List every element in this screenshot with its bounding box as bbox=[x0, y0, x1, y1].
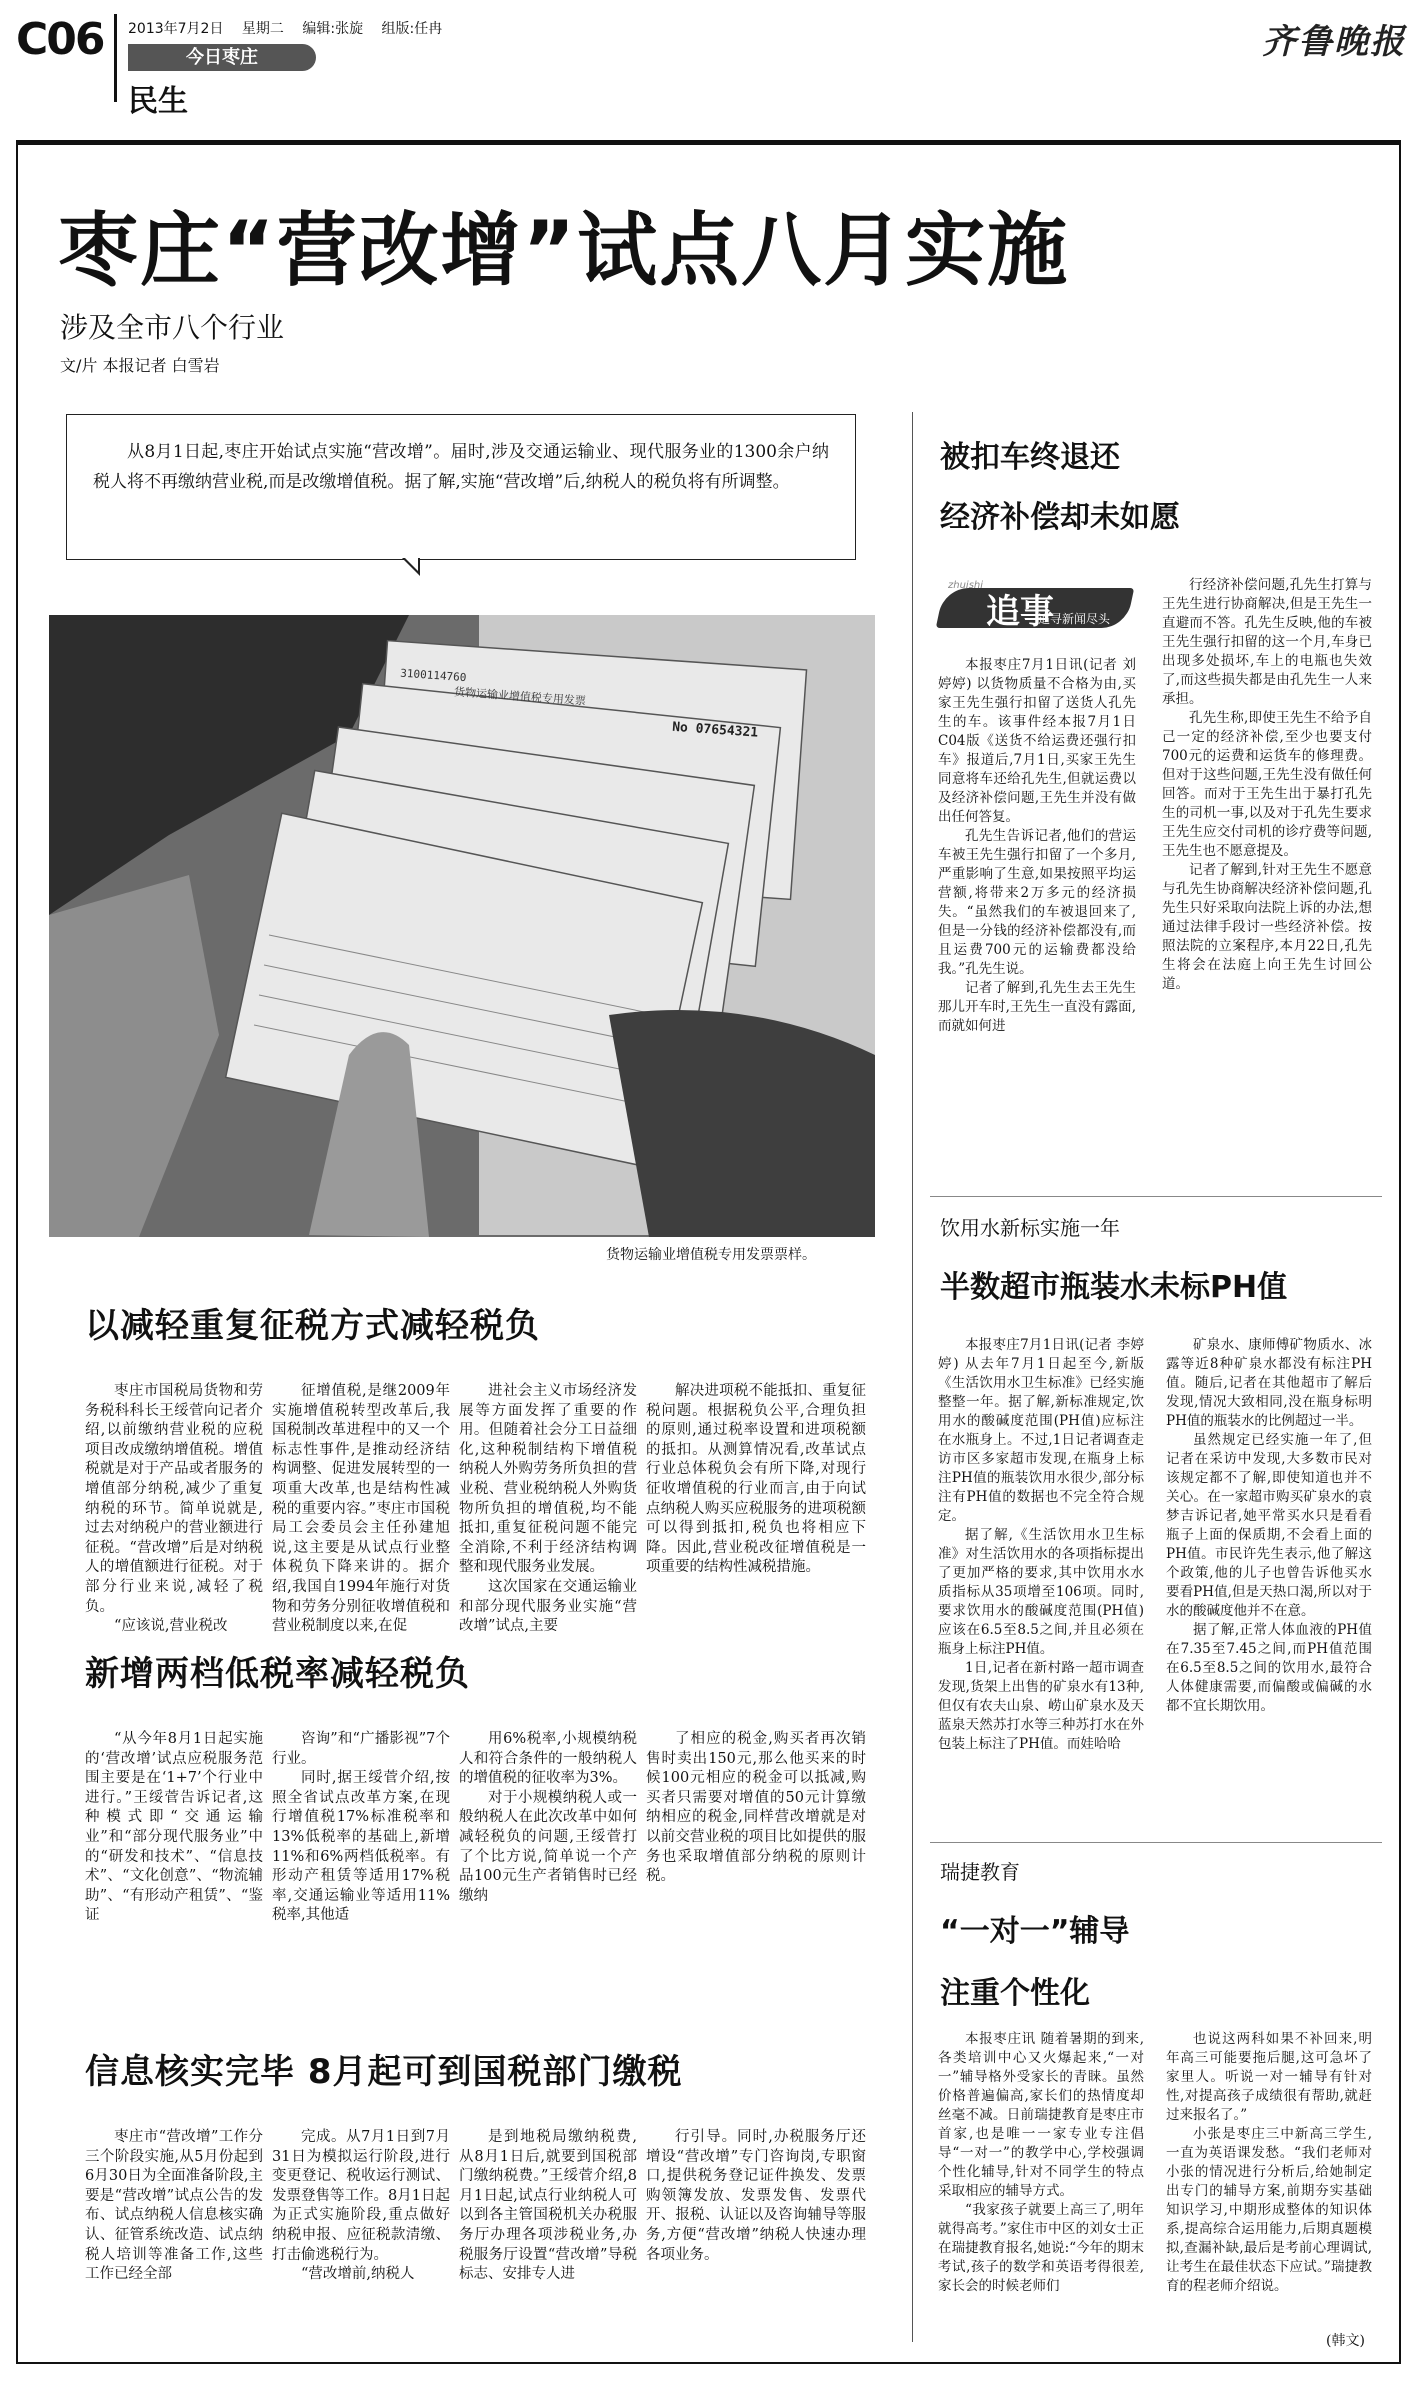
section1-col-2 bbox=[272, 1382, 450, 1635]
paragraph: 是到地税局缴纳税费,从8月1日后,就要到国税部门缴纳税费。”王绥菅介绍,8月1日起,试点行业纳税人可以到各主管国税机关办税服务厅办理各项涉税业务,办税服务厅设置“营改增”导税标志、安排专人进 bbox=[459, 2129, 637, 2283]
section1-col-3 bbox=[459, 1382, 637, 1635]
paragraph: 矿泉水、康师傅矿物质水、冰露等近8种矿泉水都没有标注PH值。随后,记者在其他超市了解后发现,情况大致相同,没在瓶身标明PH值的瓶装水的比例超过一半。 bbox=[1166, 1337, 1372, 1429]
paragraph: 本报枣庄7月1日讯(记者 李婷婷) 从去年7月1日起至今,新版《生活饮用水卫生标准》已经实施整整一年。据了解,新标准规定,饮用水的酸碱度范围(PH值)应标注在水瓶身上。不过,1日记者调查走访市区多家超市发现,在瓶身上标注PH值的瓶装饮用水很少,部分标注有PH值的数据也不完全符合规定。 bbox=[938, 1337, 1144, 1524]
paragraph: 记者了解到,针对王先生不愿意与孔先生协商解决经济补偿问题,孔先生只好采取向法院上诉的办法,想通过法律手段讨一些经济补偿。按照法院的立案程序,本月22日,孔先生将会在法庭上向王先生讨回公道。 bbox=[1162, 862, 1372, 992]
paragraph: 本报枣庄7月1日讯(记者 刘婷婷) 以货物质量不合格为由,买家王先生强行扣留了送货人孔先生的车。该事件经本报7月1日C04版《送货不给运费还强行扣车》报道后,7月1日,买家王先生同意将车还给孔先生,但就运费以及经济补偿问题,王先生并没有做出任何答复。 bbox=[938, 657, 1136, 825]
invoice-title: 货物运输业增值税专用发票 bbox=[453, 685, 587, 708]
editor: 编辑:张旋 bbox=[302, 21, 364, 37]
invoice-photo bbox=[49, 615, 875, 1237]
column-divider bbox=[912, 412, 913, 2342]
paragraph: 虽然规定已经实施一年了,但记者在采访中发现,大多数市民对该规定都不了解,即使知道也并不关心。在一家超市购买矿泉水的袁梦吉诉记者,她平常买水只是看看瓶子上面的保质期,不会看上面的PH值。市民许先生表示,他了解这个政策,他的儿子也曾告诉他买水要看PH值,但是天热口渴,所以对于水的酸碱度他并不在意。 bbox=[1166, 1432, 1372, 1619]
page-number: C06 bbox=[16, 14, 104, 65]
badge-main: 追事 bbox=[986, 592, 1054, 632]
story2-col-1 bbox=[938, 1336, 1144, 1832]
paragraph: “应该说,营业税改 bbox=[114, 1618, 228, 1635]
issue-date: 2013年7月2日 bbox=[128, 21, 224, 37]
paragraph: 也说这两科如果不补回来,明年高三可能要拖后腿,这可急坏了家里人。听说一对一辅导有针对性,对提高孩子成绩很有帮助,就赶过来报名了。” bbox=[1166, 2031, 1372, 2123]
main-subhead: 涉及全市八个行业 bbox=[60, 311, 285, 344]
section3-col-4 bbox=[646, 2128, 866, 2328]
paragraph: 征增值税,是继2009年实施增值税转型改革后,我国税制改革进程中的又一个标志性事件,是推动经济结构调整、促进发展转型的一项重大改革,也是结构性减税的重要内容。”枣庄市国税局工会委员会主任孙建旭说,这主要是从试点行业整体税负下降来讲的。据介绍,我国自1994年施行对货物和劳务分别征收增值税和营业税制度以来,在促 bbox=[272, 1383, 450, 1635]
section1-col-1 bbox=[85, 1382, 263, 1635]
paragraph: 这次国家在交通运输业和部分现代服务业实施“营改增”试点,主要 bbox=[459, 1578, 637, 1635]
section-name: 民生 bbox=[128, 84, 188, 119]
paragraph: 了相应的税金,购买者再次销售时卖出150元,那么他买来的时候100元相应的税金可以抵减,购买者只需要对增值的50元计算缴纳相应的税金,同样营改增就是对以前交营业税的项目比如提供的服务也采取增值部分纳税的原则计税。 bbox=[646, 1731, 866, 1885]
paragraph: 据了解,《生活饮用水卫生标准》对生活饮用水的各项指标提出了更加严格的要求,其中饮用水水质指标从35项增至106项。同时,要求饮用水的酸碱度范围(PH值)应该在6.5至8.5之间,并且必须在瓶身上标注PH值。 bbox=[938, 1527, 1144, 1657]
story3-title-line1: “一对一”辅导 bbox=[940, 1914, 1130, 1949]
section2-col-2 bbox=[272, 1730, 450, 1930]
paragraph: “营改增前,纳税人 bbox=[301, 2266, 415, 2283]
paragraph: 完成。从7月1日到7月31日为模拟运行阶段,进行变更登记、税收运行测试、发票登售等工作。8月1日起为正式实施阶段,重点做好纳税申报、应征税款清缴、打击偷逃税行为。 bbox=[272, 2129, 450, 2263]
section2-title: 新增两档低税率减轻税负 bbox=[85, 1654, 470, 1694]
paragraph: 同时,据王绥菅介绍,按照全省试点改革方案,在现行增值税17%标准税率和13%低税率的基础上,新增11%和6%两档低税率。有形动产租赁等适用17%税率,交通运输业等适用11%税率,其他适 bbox=[272, 1770, 450, 1924]
section3-col-3 bbox=[459, 2128, 637, 2328]
story1-title-line1: 被扣车终退还 bbox=[940, 440, 1120, 475]
paragraph: 枣庄市“营改增”工作分三个阶段实施,从5月份起到6月30日为全面准备阶段,主要是“营改增”试点公告的发布、试点纳税人信息核实确认、征管系统改造、试点纳税人培训等准备工作,这些工作已经全部 bbox=[85, 2129, 263, 2283]
badge-subtitle: 追寻新闻尽头 bbox=[1038, 612, 1111, 626]
invoice-photo-illustration bbox=[49, 615, 875, 1237]
story3-col-2 bbox=[1166, 2030, 1372, 2330]
lead-box bbox=[66, 414, 856, 560]
section1-title: 以减轻重复征税方式减轻税负 bbox=[85, 1306, 540, 1346]
paragraph: “我家孩子就要上高三了,明年就得高考。”家住市中区的刘女士正在瑞捷教育报名,她说:“今年的期末考试,孩子的数学和英语考得很差,家长会的时候老师们 bbox=[938, 2202, 1144, 2294]
invoice-code: 3100114760 bbox=[399, 666, 467, 685]
section3-col-2 bbox=[272, 2128, 450, 2328]
story1-bottom-rule bbox=[930, 1196, 1382, 1197]
paragraph: 孔先生告诉记者,他们的营运车被王先生强行扣留了一个多月,严重影响了生意,如果按照平均运营额,将带来2万多元的经济损失。“虽然我们的车被退回来了,但是一分钱的经济补偿都没有,而且运费700元的运输费都没给我。”孔先生说。 bbox=[938, 828, 1136, 977]
section2-col-4 bbox=[646, 1730, 866, 1930]
story1-col-2 bbox=[1162, 576, 1372, 1186]
paragraph: 行引导。同时,办税服务厅还增设“营改增”专门咨询岗,专职窗口,提供税务登记证件换发、发票购领簿发放、发票发售、发票代开、报税、认证以及咨询辅导等服务,方便“营改增”纳税人快速办理各项业务。 bbox=[646, 2129, 866, 2263]
lead-box-pointer-fill bbox=[404, 557, 418, 571]
story2-col-2 bbox=[1166, 1336, 1372, 1832]
story1-badge bbox=[940, 580, 1136, 636]
section1-col-4 bbox=[646, 1382, 866, 1622]
section3-title: 信息核实完毕 8月起可到国税部门缴税 bbox=[85, 2052, 683, 2092]
main-headline: 枣庄“营改增”试点八月实施 bbox=[58, 204, 1070, 297]
paragraph: 进社会主义市场经济发展等方面发挥了重要的作用。但随着社会分工日益细化,这种税制结构下增值税纳税人外购劳务所负担的营业税、营业税纳税人外购货物所负担的增值税,均不能抵扣,重复征税问题不能完全消除,不利于经济结构调整和现代服务业发展。 bbox=[459, 1383, 637, 1576]
photo-caption: 货物运输业增值税专用发票票样。 bbox=[606, 1247, 816, 1263]
paragraph: 据了解,正常人体血液的PH值在7.35至7.45之间,而PH值范围在6.5至8.5之间的饮用水,最符合人体健康需要,而偏酸或偏碱的水都不宜长期饮用。 bbox=[1166, 1622, 1372, 1714]
paragraph: 枣庄市国税局货物和劳务税科科长王绥菅向记者介绍,以前缴纳营业税的应税项目改成缴纳增值税。增值税就是对于产品或者服务的增值部分纳税,减少了重复纳税的环节。简单说就是,过去对纳税户的营业额进行征税。“营改增”后是对纳税人的增值额进行征税。对于部分行业来说,减轻了税负。 bbox=[85, 1383, 263, 1615]
story3-kicker: 瑞捷教育 bbox=[940, 1860, 1020, 1884]
paragraph: “从今年8月1日起实施的‘营改增’试点应税服务范围主要是在‘1+7’个行业中进行。”王绥菅告诉记者,这种模式即“交通运输业”和“部分现代服务业”中的“研发和技术”、“信息技术”、“文化创意”、“物流辅助”、“有形动产租赁”、“鉴证 bbox=[85, 1731, 263, 1924]
section2-col-3 bbox=[459, 1730, 637, 1930]
story3-col-1 bbox=[938, 2030, 1144, 2348]
section-tag: 今日枣庄 bbox=[128, 44, 316, 71]
story1-col-1 bbox=[938, 656, 1136, 1186]
story1-title-line2: 经济补偿却未如愿 bbox=[940, 500, 1180, 535]
story2-title: 半数超市瓶装水未标PH值 bbox=[940, 1270, 1288, 1305]
paragraph: 孔先生称,即使王先生不给予自己一定的经济补偿,至少也要支付700元的运费和运货车的修理费。但对于这些问题,王先生没有做任何回答。而对于王先生出于暴打孔先生的司机一事,以及对于孔先生要求王先生应交付司机的诊疗费等问题,王先生也不愿意提及。 bbox=[1162, 710, 1372, 859]
designer: 组版:任冉 bbox=[381, 21, 443, 37]
story3-author: (韩文) bbox=[1326, 2333, 1365, 2349]
issue-weekday: 星期二 bbox=[241, 21, 284, 37]
story3-title-line2: 注重个性化 bbox=[940, 1976, 1090, 2011]
paragraph: 解决进项税不能抵扣、重复征税问题。根据税负公平,合理负担的原则,通过税率设置和进项税额的抵扣。从测算情况看,改革试点行业总体税负会有所下降,对现行征收增值税的行业而言,由于向试点纳税人购买应税服务的进项税额可以得到抵扣,税负也将相应下降。因此,营业税改征增值税是一项重要的结构性减税措施。 bbox=[646, 1383, 866, 1576]
section3-col-1 bbox=[85, 2128, 263, 2328]
section2-col-1 bbox=[85, 1730, 263, 1930]
badge-pinyin: zhuishi bbox=[948, 580, 984, 591]
paragraph: 行经济补偿问题,孔先生打算与王先生进行协商解决,但是王先生一直避而不答。孔先生反映,他的车被王先生强行扣留的这一个月,车身已出现多处损坏,车上的电瓶也失效了,而这些损失都是由孔先生一人来承担。 bbox=[1162, 577, 1372, 707]
paper-logo: 齐鲁晚报 bbox=[1262, 22, 1406, 62]
lead-text: 从8月1日起,枣庄开始试点实施“营改增”。届时,涉及交通运输业、现代服务业的1300余户纳税人将不再缴纳营业税,而是改缴增值税。据了解,实施“营改增”后,纳税人的税负将有所调整。 bbox=[93, 442, 829, 492]
paragraph: 1日,记者在新村路一超市调查发现,货架上出售的矿泉水有13种,但仅有农夫山泉、崂山矿泉水及天蓝泉天然苏打水等三种苏打水在外包装上标注了PH值。而娃哈哈 bbox=[938, 1660, 1144, 1752]
story2-kicker: 饮用水新标实施一年 bbox=[940, 1216, 1120, 1240]
paragraph: 小张是枣庄三中新高三学生,一直为英语课发愁。“我们老师对小张的情况进行分析后,给她制定出专门的辅导方案,前期夯实基础知识学习,中期形成整体的知识体系,提高综合运用能力,后期真题模拟,查漏补缺,最后是考前心理调试,让考生在最佳状态下应试。”瑞捷教育的程老师介绍说。 bbox=[1166, 2126, 1372, 2294]
masthead-meta bbox=[128, 18, 442, 38]
main-byline: 文/片 本报记者 白雪岩 bbox=[60, 356, 220, 375]
paragraph: 记者了解到,孔先生去王先生那儿开车时,王先生一直没有露面,而就如何进 bbox=[938, 980, 1136, 1034]
masthead-divider bbox=[114, 14, 117, 102]
paragraph: 咨询”和“广播影视”7个行业。 bbox=[272, 1731, 450, 1767]
paragraph: 本报枣庄讯 随着暑期的到来,各类培训中心又火爆起来,“一对一”辅导格外受家长的青睐。虽然价格普遍偏高,家长们的热情度却丝毫不减。日前瑞捷教育是枣庄市首家,也是唯一一家专业专注倡导“一对一”的教学中心,学校强调个性化辅导,针对不同学生的特点采取相应的辅导方式。 bbox=[938, 2031, 1144, 2199]
story2-bottom-rule bbox=[930, 1842, 1382, 1843]
paragraph: 用6%税率,小规模纳税人和符合条件的一般纳税人的增值税的征收率为3%。 bbox=[459, 1731, 637, 1787]
paragraph: 对于小规模纳税人或一般纳税人在此次改革中如何减轻税负的问题,王绥菅打了个比方说,简单说一个产品100元生产者销售时已经缴纳 bbox=[459, 1789, 637, 1904]
invoice-number: No 07654321 bbox=[671, 719, 759, 741]
